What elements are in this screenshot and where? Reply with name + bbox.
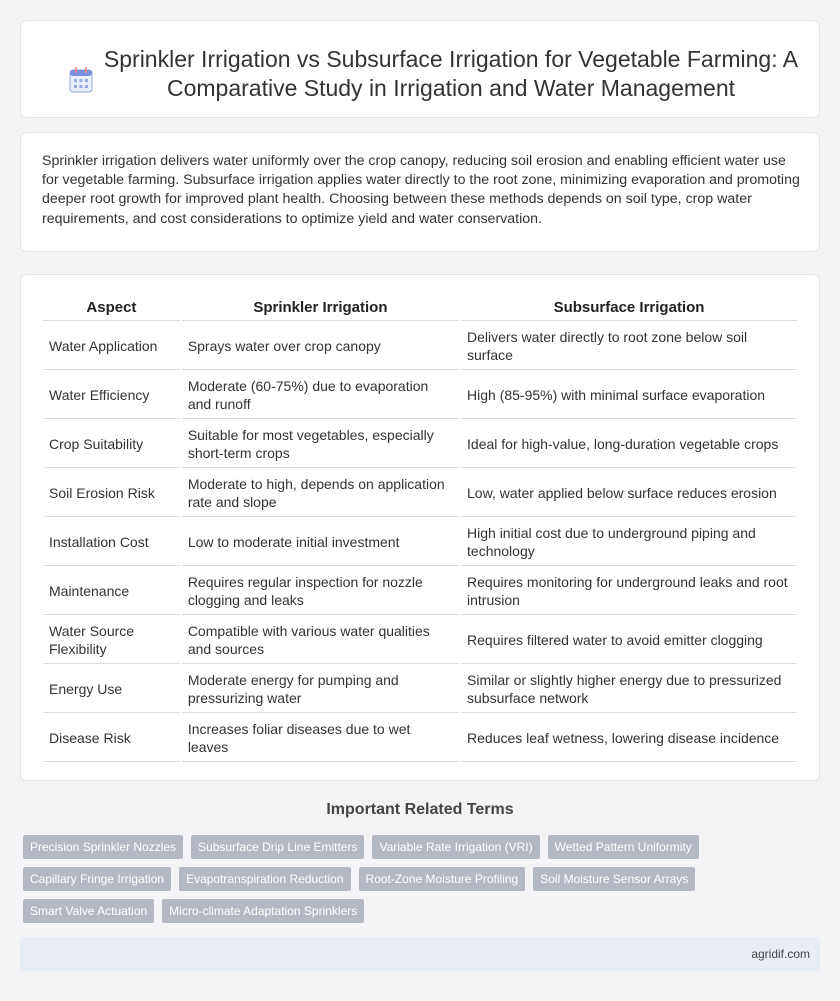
subsurface-cell: Requires monitoring for underground leaks and root intrusion [461, 568, 797, 615]
aspect-cell: Water Application [43, 323, 180, 370]
related-term-tag[interactable]: Micro-climate Adaptation Sprinklers [162, 899, 364, 923]
related-term-tag[interactable]: Variable Rate Irrigation (VRI) [372, 835, 539, 859]
aspect-cell: Water Efficiency [43, 372, 180, 419]
related-terms-heading: Important Related Terms [326, 801, 514, 818]
related-term-tag[interactable]: Subsurface Drip Line Emitters [191, 835, 364, 859]
related-term-tag[interactable]: Root-Zone Moisture Profiling [359, 867, 526, 891]
subsurface-cell: Reduces leaf wetness, lowering disease incidence [461, 715, 797, 762]
subsurface-cell: Delivers water directly to root zone below soil surface [461, 323, 797, 370]
aspect-cell: Installation Cost [43, 519, 180, 566]
footer [20, 937, 820, 971]
summary-text: Sprinkler irrigation delivers water uniformly over the crop canopy, reducing soil erosion and enabling efficient water use for vegetable farming. Subsurface irrigation applies water directly to the root zone, minimizing evaporation and promoting deeper root growth for improved plant health. Choosing between these methods depends on soil type, crop water requirements, and cost considerations to optimize yield and water conservation. [42, 153, 800, 227]
aspect-cell: Disease Risk [43, 715, 180, 762]
table-row [43, 470, 797, 517]
table-row [43, 519, 797, 566]
subsurface-cell: Ideal for high-value, long-duration vegetable crops [461, 421, 797, 468]
aspect-cell: Crop Suitability [43, 421, 180, 468]
column-header-sprinkler: Sprinkler Irrigation [182, 297, 459, 321]
site-name[interactable]: agridif.com [751, 947, 810, 961]
subsurface-cell: Similar or slightly higher energy due to pressurized subsurface network [461, 666, 797, 713]
sprinkler-cell: Moderate (60-75%) due to evaporation and runoff [182, 372, 459, 419]
sprinkler-cell: Sprays water over crop canopy [182, 323, 459, 370]
table-row [43, 323, 797, 370]
subsurface-cell: High (85-95%) with minimal surface evaporation [461, 372, 797, 419]
table-row [43, 715, 797, 762]
page-title: Sprinkler Irrigation vs Subsurface Irrigation for Vegetable Farming: A Comparative Study in Irrigation and Water Management [103, 46, 799, 101]
sprinkler-cell: Low to moderate initial investment [182, 519, 459, 566]
related-term-tag[interactable]: Soil Moisture Sensor Arrays [533, 867, 695, 891]
aspect-cell: Soil Erosion Risk [43, 470, 180, 517]
sprinkler-cell: Increases foliar diseases due to wet leaves [182, 715, 459, 762]
sprinkler-cell: Compatible with various water qualities and sources [182, 617, 459, 664]
table-row [43, 617, 797, 664]
comparison-table [41, 295, 799, 764]
aspect-cell: Maintenance [43, 568, 180, 615]
subsurface-cell: Requires filtered water to avoid emitter clogging [461, 617, 797, 664]
related-term-tag[interactable]: Capillary Fringe Irrigation [23, 867, 171, 891]
column-header-subsurface: Subsurface Irrigation [461, 297, 797, 321]
table-row [43, 568, 797, 615]
sprinkler-cell: Suitable for most vegetables, especially short-term crops [182, 421, 459, 468]
related-term-tag[interactable]: Evapotranspiration Reduction [179, 867, 350, 891]
sprinkler-cell: Moderate to high, depends on application rate and slope [182, 470, 459, 517]
comparison-card [20, 274, 820, 781]
related-term-tag[interactable]: Wetted Pattern Uniformity [548, 835, 699, 859]
calendar-icon [69, 67, 93, 93]
table-row [43, 372, 797, 419]
aspect-cell: Water Source Flexibility [43, 617, 180, 664]
subsurface-cell: High initial cost due to underground piping and technology [461, 519, 797, 566]
column-header-aspect: Aspect [43, 297, 180, 321]
table-row [43, 421, 797, 468]
related-terms-list [23, 835, 723, 931]
sprinkler-cell: Moderate energy for pumping and pressurizing water [182, 666, 459, 713]
related-term-tag[interactable]: Smart Valve Actuation [23, 899, 154, 923]
subsurface-cell: Low, water applied below surface reduces erosion [461, 470, 797, 517]
sprinkler-cell: Requires regular inspection for nozzle clogging and leaks [182, 568, 459, 615]
summary-card [20, 132, 820, 252]
table-row [43, 666, 797, 713]
related-term-tag[interactable]: Precision Sprinkler Nozzles [23, 835, 183, 859]
table-header-row [43, 297, 797, 321]
aspect-cell: Energy Use [43, 666, 180, 713]
title-card [20, 20, 820, 118]
